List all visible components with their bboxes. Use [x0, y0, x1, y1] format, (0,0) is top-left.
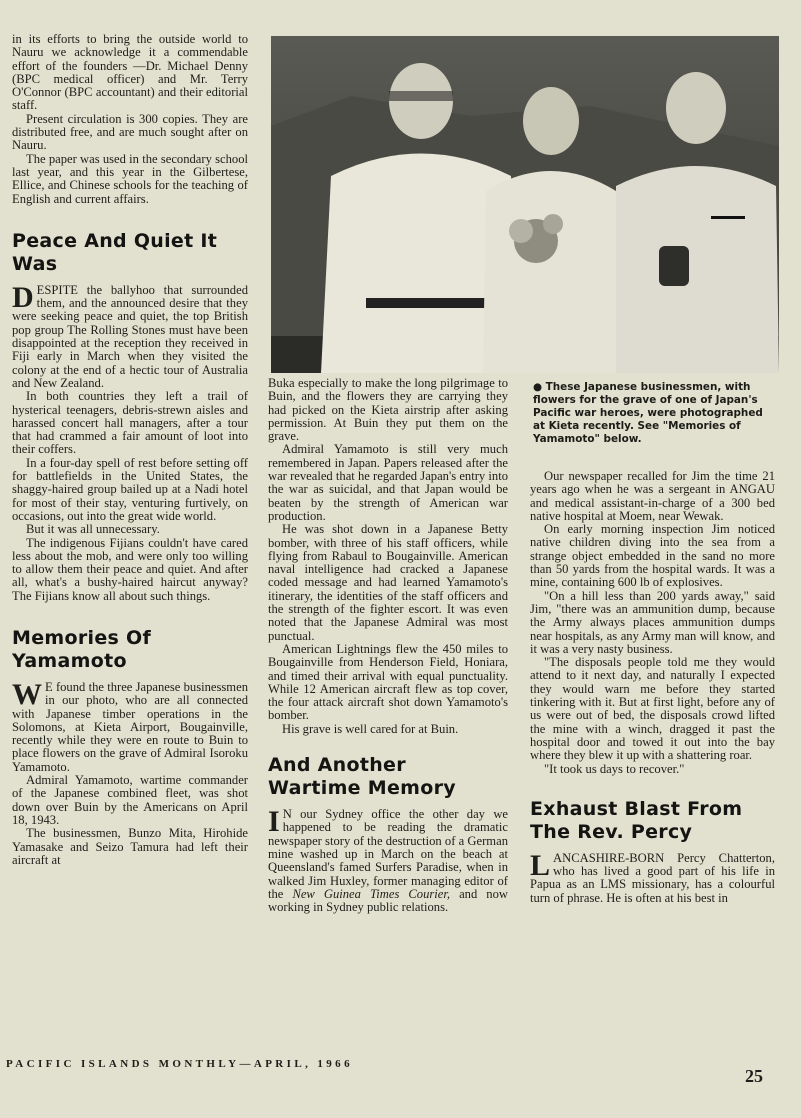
- photo-japanese-businessmen: [271, 36, 779, 373]
- peace-paragraph-4: But it was all unnecessary.: [26, 522, 160, 537]
- another-continued-paragraph-3: "On a hill less than 200 yards away," said Jim, "there was an ammunition dump, because the Army always places ammunition dumps near hospitals, as any Army man will know, and it was a very nasty business.: [530, 588, 775, 656]
- another-paragraph-1: I N our Sydney office the other day we happened to be reading the dramatic newspaper story of the destruction of a German mine washed up in March on the beach at Queensland's famed Surfers Paradise, when in walked Jim Huxley, former managing editor of the New Guinea Times Courier, and now working in Sydney public relations.: [268, 805, 508, 915]
- column-2: [268, 377, 508, 914]
- exhaust-paragraph-1: LANCASHIRE-BORN Percy Chatterton, who has lived a good part of his life in Papua as an LMS missionary, has a colourful turn of phrase. He is often at his best in: [530, 848, 775, 905]
- peace-paragraph-3: In a four-day spell of rest before setting off for battlefields in the United States, the shaggy-haired group bailed up at a Nadi hotel for most of their stay, venturing furtively, on occasions, out into the great wide world.: [12, 455, 248, 523]
- peace-paragraph-1: DESPITE the ballyhoo that surrounded them, and the announced desire that they were seeking peace and quiet, the top British pop group The Rolling Stones must have been disappointed at the reception they received in Fiji early in March when they visited the colony at the end of a hectic tour of Australia and New Zealand.: [12, 280, 248, 390]
- yamamoto-continued-paragraph-2: Admiral Yamamoto is still very much remembered in Japan. Papers released after the war revealed that he regarded Japan's entry into the war as suicidal, and that Japan would be beaten by the strength of American war production.: [268, 442, 508, 523]
- yamamoto-continued-paragraph-3: He was shot down in a Japanese Betty bomber, with three of his staff officers, while flying from Rabaul to Bougainville. American naval intelligence had cracked a Japanese coded message and had learned Yamamoto's itinerary, the identities of the staff officers and the strength of the fighter escort. It was even noted that the Japanese Admiral was most punctual.: [268, 522, 508, 643]
- headline-memories-of-yamamoto: Memories Of Yamamoto: [12, 626, 152, 672]
- column-1: [12, 33, 248, 867]
- dropcap-l: L: [530, 848, 551, 882]
- dropcap-w: W: [12, 677, 42, 711]
- yamamoto-paragraph-3: The businessmen, Bunzo Mita, Hirohide Yamasake and Seizo Tamura had left their aircraft at: [12, 826, 248, 867]
- another-continued-paragraph-5: "It took us days to recover.": [544, 761, 685, 776]
- another-continued-paragraph-4: "The disposals people told me they would attend to it next day, and naturally I expected they would warn me before they started tinkering with it. But at first light, before any of us were out of bed, the disposals crowd lifted the mine with a winch, dragged it past the hospital door and towed it out into the bay where they blew it up with a shattering roar.: [530, 655, 775, 763]
- dropcap-i: I: [268, 805, 280, 839]
- another-continued-paragraph-1: Our newspaper recalled for Jim the time 21 years ago when he was a sergeant in ANGAU and medical assistant-in-charge of a 300 bed native hospital at Moem, near Wewak.: [530, 469, 775, 523]
- newspaper-title: New Guinea Times Courier,: [292, 886, 451, 901]
- intro-paragraph-1: in its efforts to bring the outside world to Nauru we acknowledge it a commendable effort of the founders —Dr. Michael Denny (BPC medical officer) and Mr. Terry O'Connor (BPC accountant) and their editorial staff.: [12, 32, 248, 113]
- running-footer: PACIFIC ISLANDS MONTHLY—APRIL, 1966: [6, 1058, 353, 1070]
- another-continued-paragraph-2: On early morning inspection Jim noticed native children diving into the sea from a strange object embedded in the sand no more than 50 yards from the hospital wards. It was a mine, containing 600 lb of explosives.: [530, 522, 775, 590]
- peace-paragraph-5: The indigenous Fijians couldn't have cared less about the mob, and were only too willing to allow them their peace and quiet. And after all, what's a bushy-haired haircut anyway? The Fijians know all about such things.: [12, 535, 248, 603]
- yamamoto-continued-paragraph-1: Buka especially to make the long pilgrimage to Buin, and the flowers they are carrying they had picked on the Kieta airstrip after asking permission. At Buin they put them on the grave.: [268, 376, 508, 444]
- yamamoto-continued-paragraph-5: His grave is well cared for at Buin.: [282, 721, 459, 736]
- headline-peace-and-quiet: Peace And Quiet It Was: [12, 229, 218, 275]
- yamamoto-paragraph-2: Admiral Yamamoto, wartime commander of the Japanese combined fleet, was shot down over Buin by the Americans on April 18, 1943.: [12, 773, 248, 827]
- photo-caption: ● These Japanese businessmen, with flowers for the grave of one of Japan's Pacific war heroes, were photographed at Kieta recently. See "Memories of Yamamoto" below.: [533, 381, 763, 445]
- intro-paragraph-3: The paper was used in the secondary school last year, and this year in the Gilbertese, Ellice, and Chinese schools for the teaching of English and current affairs.: [12, 151, 248, 206]
- headline-and-another-wartime-memory: And Another Wartime Memory: [268, 754, 456, 800]
- yamamoto-continued-paragraph-4: American Lightnings flew the 450 miles to Bougainville from Henderson Field, Honiara, and timed their arrival with equal punctuality. While 12 American aircraft flew as top cover, the four attack aircraft shot down Yamamoto's bomber.: [268, 641, 508, 723]
- headline-exhaust-blast: Exhaust Blast From The Rev. Percy: [530, 797, 743, 843]
- yamamoto-paragraph-1: W E found the three Japanese businessmen in our photo, who are all connected with Japanese timber operations in the Solomons, at Kieta Airport, Bougainville, recently while they were en route to Buin to place flowers on the grave of Admiral Isoroku Yamamoto.: [12, 677, 248, 774]
- page-number: 25: [745, 1066, 763, 1086]
- dropcap-d: D: [12, 280, 34, 314]
- column-3: [530, 470, 775, 905]
- intro-paragraph-2: Present circulation is 300 copies. They are distributed free, and are much sought after on Nauru.: [12, 111, 248, 153]
- peace-paragraph-2: In both countries they left a trail of hysterical teenagers, debris-strewn aisles and harassed concert hall managers, after a tour that had crammed a fair amount of loot into their coffers.: [12, 389, 248, 457]
- photo-illustration: [271, 36, 779, 373]
